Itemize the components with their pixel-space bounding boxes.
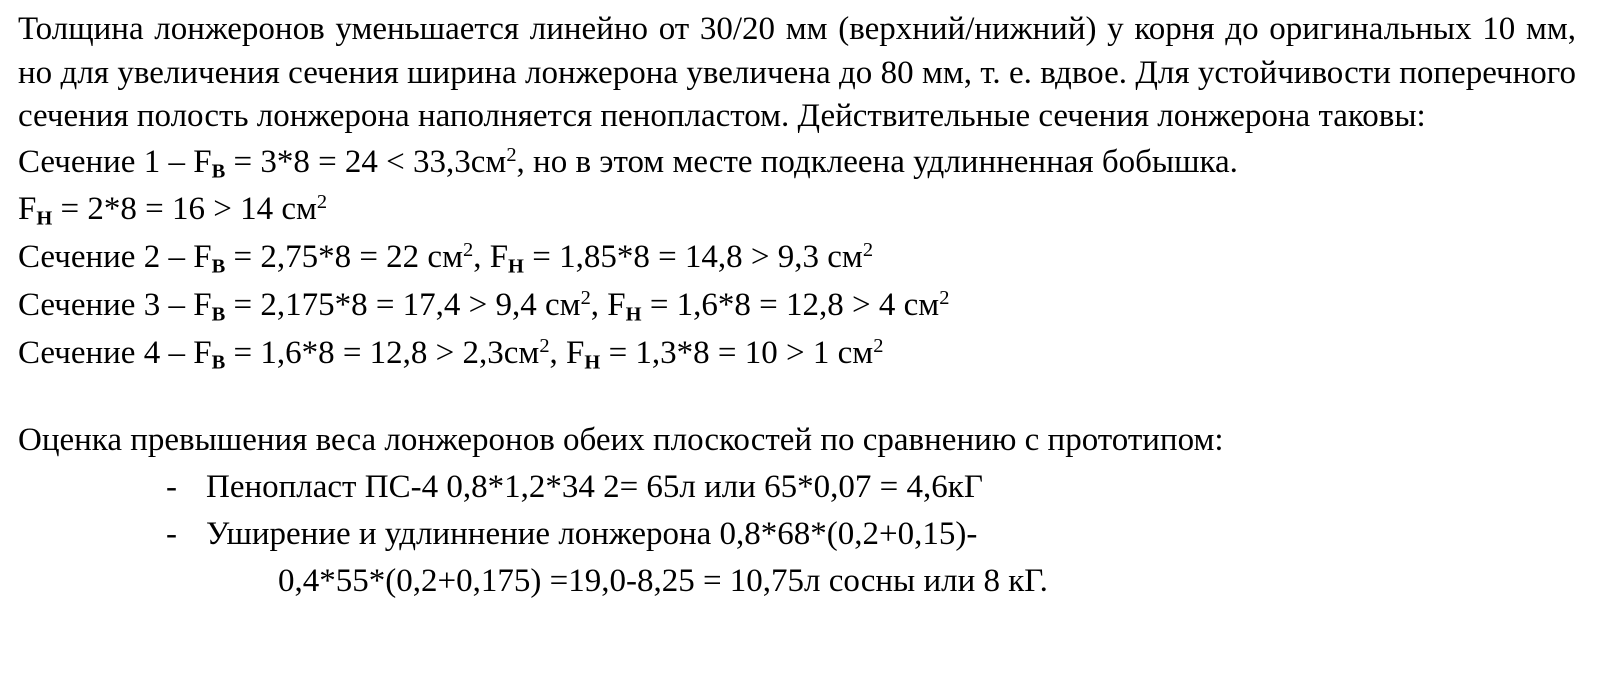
section-4-mid: = 1,6*8 = 12,8 > 2,3см — [225, 334, 540, 371]
section-2-prefix: Сечение 2 – F — [18, 239, 212, 276]
section-3-prefix: Сечение 3 – F — [18, 286, 212, 323]
paragraph-spacer — [18, 377, 1576, 417]
section-3-superscript-2a: 2 — [580, 286, 591, 309]
section-4-superscript-2a: 2 — [539, 334, 550, 357]
section-3-mid3: = 1,6*8 = 12,8 > 4 см — [641, 286, 940, 323]
section-3-subscript-n: Н — [625, 303, 642, 326]
section-4-subscript-n: Н — [584, 351, 601, 374]
section-1-line-2 — [18, 186, 1576, 234]
list-item-continuation: 0,4*55*(0,2+0,175) =19,0-8,25 = 10,75л сосны или 8 кГ. — [278, 562, 1048, 599]
section-3-superscript-2b: 2 — [939, 286, 950, 309]
section-2-mid2: , F — [473, 239, 509, 276]
section-1-prefix: Сечение 1 – F — [18, 143, 212, 180]
section-1b-subscript-n: Н — [36, 208, 53, 231]
section-1-superscript-2: 2 — [506, 143, 517, 166]
section-2-superscript-2a: 2 — [462, 238, 474, 261]
intro-paragraph: Толщина лонжеронов уменьшается линейно от 30/20 мм (верхний/нижний) у корня до оригинальных 10 мм, но для увеличения сечения ширина лонжерона увеличена до 80 мм, т. е. вдвое. Для устойчивости поперечного сечения полость лонжерона наполняется пенопластом. Действительные сечения лонжерона таковы: — [18, 11, 1576, 135]
list-item — [18, 464, 1576, 511]
section-3-subscript-v: В — [211, 303, 226, 326]
section-2-line — [18, 234, 1576, 282]
section-2-mid3: = 1,85*8 = 14,8 > 9,3 см — [523, 239, 863, 276]
section-1-suffix: , но в этом месте подклеена удлинненная бобышка. — [516, 143, 1238, 180]
section-1b-prefix: F — [18, 191, 37, 228]
section-1b-superscript-2: 2 — [316, 191, 328, 214]
section-2-mid: = 2,75*8 = 22 см — [225, 239, 463, 276]
section-1-mid: = 3*8 = 24 < 33,3см — [225, 143, 507, 180]
section-2-superscript-2b: 2 — [862, 238, 874, 261]
list-item-text: Пенопласт ПС-4 0,8*1,2*34 2= 65л или 65*0,07 = 4,6кГ — [206, 469, 983, 506]
section-4-superscript-2b: 2 — [873, 334, 884, 357]
section-1-subscript-v: В — [211, 160, 226, 183]
section-4-subscript-v: В — [211, 351, 226, 374]
list-item-text: Уширение и удлиннение лонжерона 0,8*68*(0,2+0,15)- — [206, 516, 978, 553]
section-4-mid3: = 1,3*8 = 10 > 1 см — [600, 334, 874, 371]
section-1b-mid: = 2*8 = 16 > 14 см — [52, 191, 317, 228]
bullet-marker-icon: - — [166, 469, 177, 506]
section-4-mid2: , F — [549, 334, 585, 371]
section-3-mid: = 2,175*8 = 17,4 > 9,4 см — [225, 286, 581, 323]
section-1-line-1 — [18, 139, 1576, 187]
bullet-marker-icon: - — [166, 516, 177, 553]
section-4-line — [18, 330, 1576, 378]
bullet-list — [18, 464, 1576, 605]
section-4-prefix: Сечение 4 – F — [18, 334, 212, 371]
list-item — [18, 511, 1576, 558]
section-2-subscript-n: Н — [508, 255, 524, 278]
section-3-mid2: , F — [590, 286, 626, 323]
weight-heading: Оценка превышения веса лонжеронов обеих плоскостей по сравнению с прототипом: — [18, 422, 1224, 459]
section-3-line — [18, 282, 1576, 330]
section-2-subscript-v: В — [211, 255, 226, 278]
